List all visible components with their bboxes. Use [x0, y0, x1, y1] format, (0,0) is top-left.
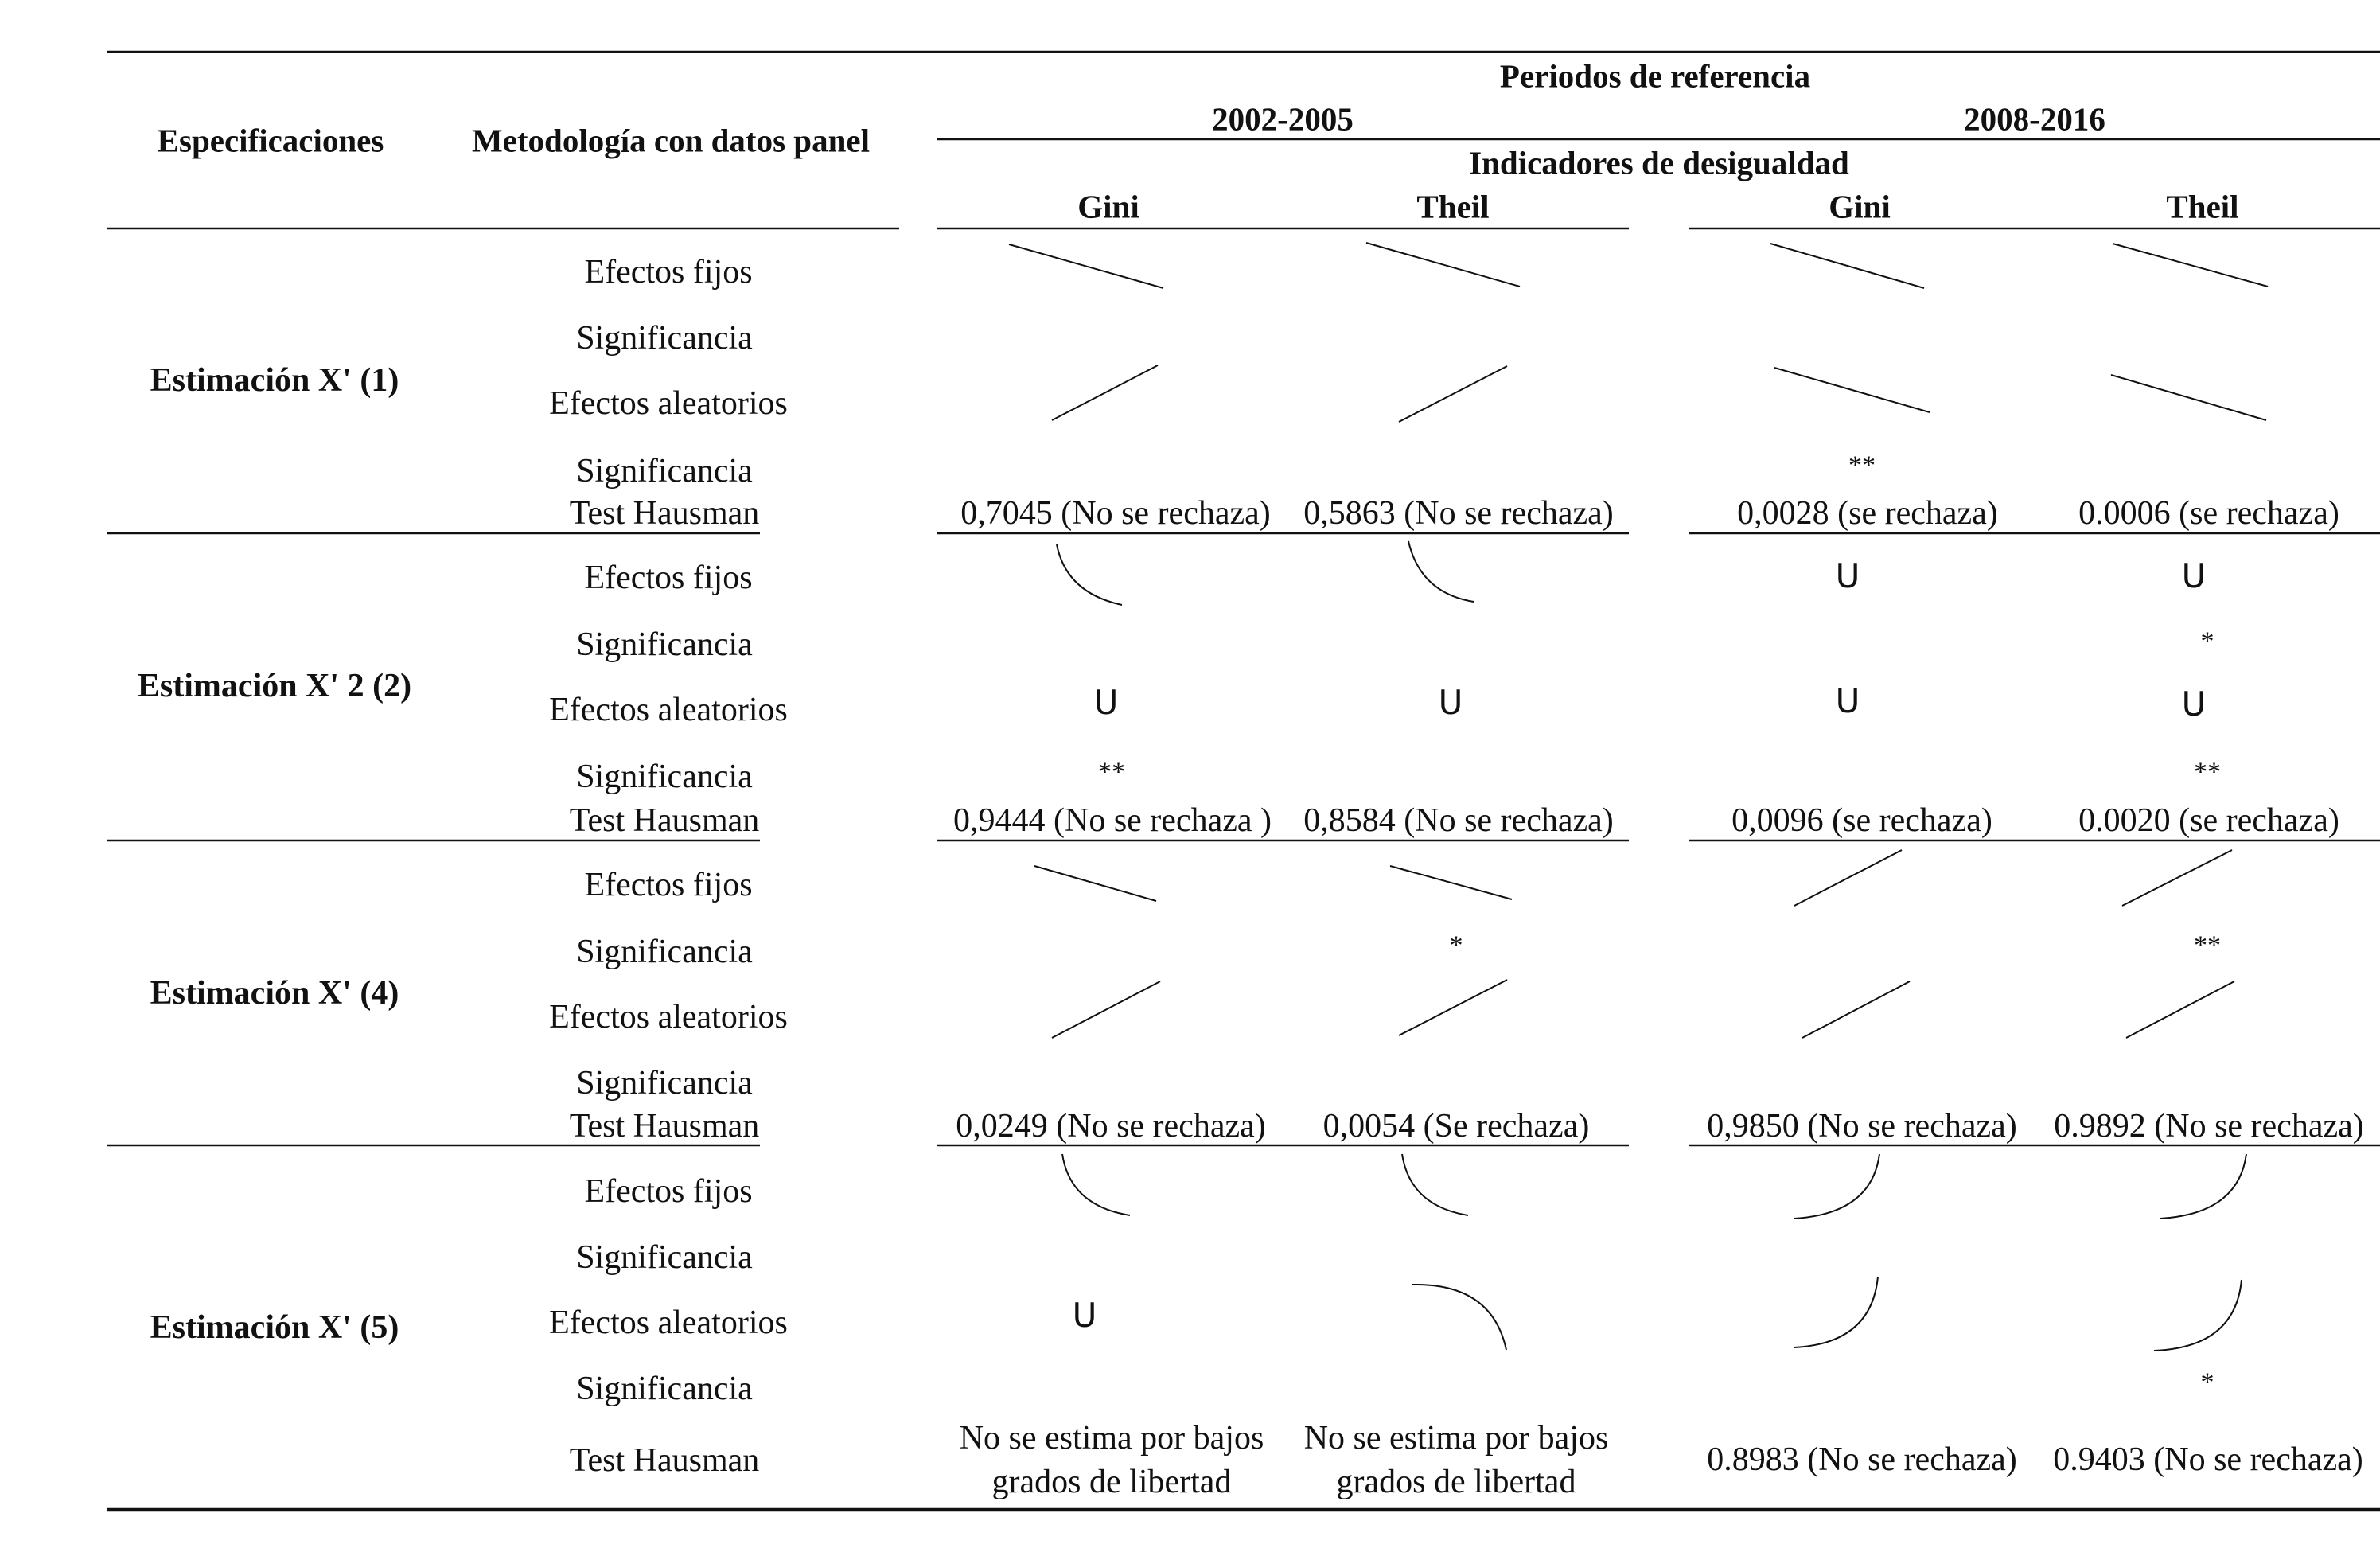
- b3-p1-theil-fijos-descending-line: [1390, 866, 1512, 899]
- b3-p1-theil-ale-ascending-line: [1399, 980, 1507, 1035]
- b1-p1-gini-ale-ascending-line: [1052, 365, 1158, 420]
- block4-title: Estimación X' (5): [150, 1308, 399, 1346]
- header-period-2002-2005: 2002-2005: [1212, 100, 1354, 138]
- block2-p2-theil-fij-significance: *: [2200, 626, 2214, 657]
- block3-p1-theil-fij-significance: *: [1449, 930, 1463, 961]
- block1-hausman-p2-theil: 0.0006 (se rechaza): [2078, 494, 2339, 532]
- header-p2-gini: Gini: [1829, 188, 1891, 225]
- block1-efectos-aleatorios: Efectos aleatorios: [549, 384, 788, 422]
- block4-hausman-p1-theil-line2: grados de libertad: [1336, 1463, 1576, 1500]
- b3-p1-gini-fijos-descending-line: [1034, 866, 1156, 901]
- block1-significancia-1: Significancia: [576, 319, 753, 357]
- block4-significancia-2: Significancia: [576, 1370, 753, 1407]
- b3-p2-theil-ale-ascending-line: [2126, 981, 2234, 1038]
- block2-p2-theil-fijos-u-symbol: U: [2181, 556, 2207, 595]
- header-period-2008-2016: 2008-2016: [1964, 100, 2105, 138]
- header-p1-gini: Gini: [1077, 188, 1139, 225]
- header-indicadores: Indicadores de desigualdad: [1469, 144, 1849, 181]
- b4-p2-theil-ale-u-curve: [2154, 1280, 2242, 1351]
- block4-hausman-p2-theil: 0.9403 (No se rechaza): [2053, 1441, 2363, 1478]
- b3-p2-gini-ale-ascending-line: [1802, 981, 1910, 1038]
- block2-p2-gini-ale-u-symbol: U: [1835, 681, 1860, 720]
- block2-p2-theil-ale-u-symbol: U: [2181, 684, 2207, 723]
- b1-p1-theil-ale-ascending-line: [1399, 366, 1507, 422]
- b1-p1-theil-fijos-descending-line: [1366, 243, 1520, 287]
- b4-p1-gini-fijos-u-curve: [1062, 1154, 1130, 1215]
- block4-hausman-p1-theil-line1: No se estima por bajos: [1303, 1419, 1609, 1457]
- block2-significancia-1: Significancia: [576, 626, 753, 663]
- block4-efectos-aleatorios: Efectos aleatorios: [549, 1304, 788, 1341]
- header-p2-theil: Theil: [2166, 188, 2239, 225]
- b4-p1-theil-fijos-u-curve: [1402, 1154, 1468, 1215]
- b4-p2-gini-fijos-u-curve: [1794, 1154, 1879, 1219]
- b1-p1-gini-fijos-descending-line: [1009, 244, 1163, 288]
- block3-significancia-2: Significancia: [576, 1064, 753, 1102]
- header-especificaciones: Especificaciones: [157, 122, 384, 159]
- block2-efectos-aleatorios: Efectos aleatorios: [549, 691, 788, 728]
- block2-p2-theil-ale-significance: **: [2194, 757, 2221, 787]
- b1-p2-theil-ale-descending-line: [2111, 375, 2266, 420]
- block2-p1-gini-ale-significance: **: [1098, 757, 1125, 787]
- block3-title: Estimación X' (4): [150, 974, 399, 1012]
- b2-p1-theil-fijos-u-curve: [1408, 541, 1474, 602]
- block4-p2-theil-ale-significance: *: [2200, 1367, 2214, 1398]
- block2-p1-theil-ale-u-symbol: U: [1438, 682, 1463, 722]
- b3-p1-gini-ale-ascending-line: [1052, 981, 1160, 1038]
- block2-hausman-p1-gini: 0,9444 (No se rechaza ): [953, 801, 1272, 839]
- block2-hausman-p1-theil: 0,8584 (No se rechaza): [1303, 801, 1614, 839]
- block2-title: Estimación X' 2 (2): [137, 667, 412, 704]
- block3-efectos-aleatorios: Efectos aleatorios: [549, 998, 788, 1035]
- block1-test-hausman: Test Hausman: [569, 494, 760, 532]
- block1-p2-gini-ale-significance: **: [1848, 450, 1876, 481]
- block1-efectos-fijos: Efectos fijos: [584, 253, 753, 291]
- block1-hausman-p1-gini: 0,7045 (No se rechaza): [960, 494, 1271, 532]
- block3-hausman-p2-theil: 0.9892 (No se rechaza): [2054, 1107, 2364, 1145]
- b4-p1-theil-ale-concave-curve: [1412, 1285, 1506, 1350]
- block4-hausman-p1-gini-line1: No se estima por bajos: [959, 1419, 1264, 1457]
- block3-hausman-p1-gini: 0,0249 (No se rechaza): [956, 1107, 1266, 1145]
- block3-hausman-p1-theil: 0,0054 (Se rechaza): [1322, 1107, 1590, 1145]
- block4-efectos-fijos: Efectos fijos: [584, 1172, 753, 1210]
- b3-p2-theil-fijos-ascending-line: [2122, 850, 2232, 906]
- block1-hausman-p2-gini: 0,0028 (se rechaza): [1737, 494, 1998, 532]
- block3-p2-theil-fij-significance: **: [2194, 930, 2221, 961]
- header-p1-theil: Theil: [1416, 188, 1490, 225]
- block1-significancia-2: Significancia: [576, 452, 753, 489]
- block4-hausman-p1-gini-line2: grados de libertad: [991, 1463, 1232, 1500]
- block4-hausman-p2-gini: 0.8983 (No se rechaza): [1707, 1441, 2017, 1478]
- b1-p2-gini-fijos-descending-line: [1770, 244, 1924, 288]
- header-metodologia: Metodología con datos panel: [472, 122, 870, 159]
- block4-test-hausman: Test Hausman: [569, 1441, 760, 1479]
- block2-test-hausman: Test Hausman: [569, 801, 760, 839]
- block2-p2-gini-fijos-u-symbol: U: [1835, 556, 1860, 595]
- block3-test-hausman: Test Hausman: [569, 1107, 760, 1145]
- block1-hausman-p1-theil: 0,5863 (No se rechaza): [1303, 494, 1614, 532]
- block2-hausman-p2-gini: 0,0096 (se rechaza): [1731, 801, 1992, 839]
- b4-p2-gini-ale-u-curve: [1794, 1277, 1878, 1347]
- block2-efectos-fijos: Efectos fijos: [584, 559, 753, 596]
- block3-significancia-1: Significancia: [576, 933, 753, 970]
- b3-p2-gini-fijos-ascending-line: [1794, 850, 1902, 906]
- b1-p2-theil-fijos-descending-line: [2113, 244, 2268, 287]
- b1-p2-gini-ale-descending-line: [1774, 368, 1930, 412]
- header-periodos: Periodos de referencia: [1499, 57, 1811, 95]
- block4-p1-gini-ale-u-symbol: U: [1072, 1295, 1097, 1335]
- block3-efectos-fijos: Efectos fijos: [584, 866, 753, 903]
- block4-significancia-1: Significancia: [576, 1238, 753, 1276]
- block1-title: Estimación X' (1): [150, 361, 399, 399]
- b4-p2-theil-fijos-u-curve: [2160, 1154, 2246, 1219]
- block2-p1-gini-ale-u-symbol: U: [1093, 682, 1119, 722]
- block2-hausman-p2-theil: 0.0020 (se rechaza): [2078, 801, 2339, 839]
- b2-p1-gini-fijos-u-curve: [1057, 544, 1122, 605]
- block2-significancia-2: Significancia: [576, 758, 753, 795]
- block3-hausman-p2-gini: 0,9850 (No se rechaza): [1707, 1107, 2017, 1145]
